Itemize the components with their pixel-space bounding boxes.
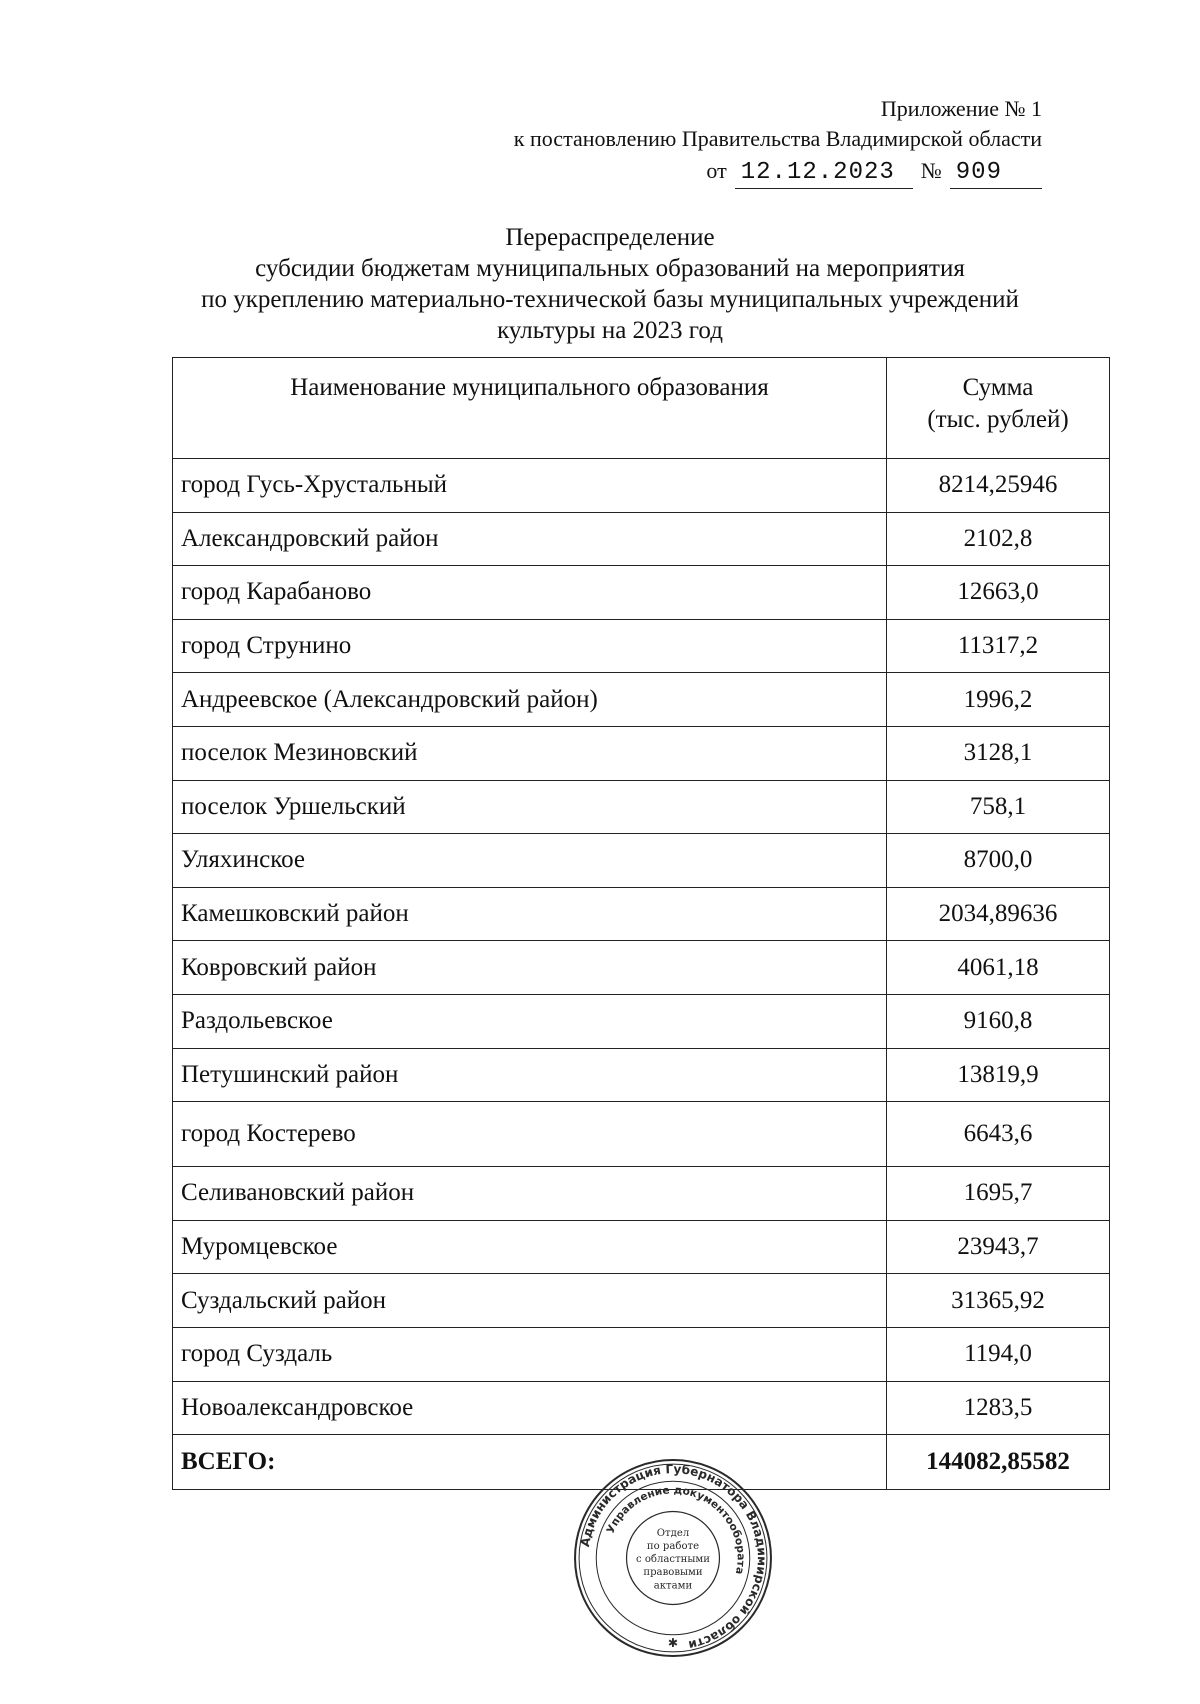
row-name: город Суздаль bbox=[173, 1327, 887, 1381]
row-amount: 6643,6 bbox=[887, 1102, 1110, 1167]
appendix-label: Приложение № 1 bbox=[880, 96, 1042, 121]
subsidy-table bbox=[172, 357, 1110, 1490]
seal-center-line-4: правовыми bbox=[643, 1567, 703, 1579]
table-row bbox=[173, 941, 1110, 995]
row-amount: 3128,1 bbox=[887, 726, 1110, 780]
row-name: Уляхинское bbox=[173, 834, 887, 888]
row-name: Новоалександровское bbox=[173, 1381, 887, 1435]
table-row bbox=[173, 1167, 1110, 1221]
table-row bbox=[173, 994, 1110, 1048]
row-amount: 1996,2 bbox=[887, 673, 1110, 727]
seal-star-icon: ✱ bbox=[667, 1635, 679, 1650]
resolution-label: к постановлению Правительства Владимирской области bbox=[513, 126, 1042, 151]
row-amount: 12663,0 bbox=[887, 566, 1110, 620]
row-amount: 11317,2 bbox=[887, 619, 1110, 673]
table-row bbox=[173, 1102, 1110, 1167]
table-row bbox=[173, 619, 1110, 673]
table-row bbox=[173, 459, 1110, 513]
total-label: ВСЕГО: bbox=[173, 1435, 887, 1490]
table-row bbox=[173, 512, 1110, 566]
row-name: город Карабаново bbox=[173, 566, 887, 620]
table-row bbox=[173, 834, 1110, 888]
resolution-number: 909 bbox=[950, 158, 1042, 189]
seal-center-line-2: по работе bbox=[646, 1540, 700, 1552]
document-title bbox=[150, 222, 1070, 346]
number-prefix: № bbox=[920, 158, 942, 183]
title-line-3: по укреплению материально-технической базы муниципальных учреждений bbox=[201, 286, 1019, 313]
row-amount: 1194,0 bbox=[887, 1327, 1110, 1381]
row-amount: 758,1 bbox=[887, 780, 1110, 834]
table-header-row bbox=[173, 358, 1110, 459]
seal-center-line-5: актами bbox=[653, 1580, 693, 1592]
row-name: Андреевское (Александровский район) bbox=[173, 673, 887, 727]
table-row bbox=[173, 887, 1110, 941]
appendix-header bbox=[514, 94, 1042, 189]
row-name: город Струнино bbox=[173, 619, 887, 673]
table-row bbox=[173, 1381, 1110, 1435]
row-amount: 13819,9 bbox=[887, 1048, 1110, 1102]
row-amount: 2034,89636 bbox=[887, 887, 1110, 941]
seal-inner-text: Управление документообората bbox=[604, 1484, 747, 1576]
table-row bbox=[173, 726, 1110, 780]
title-line-1: Перераспределение bbox=[505, 224, 715, 251]
seal-center-line-1: Отдел bbox=[656, 1527, 690, 1539]
row-name: Камешковский район bbox=[173, 887, 887, 941]
table-row bbox=[173, 1220, 1110, 1274]
row-amount: 1283,5 bbox=[887, 1381, 1110, 1435]
row-amount: 8700,0 bbox=[887, 834, 1110, 888]
row-name: город Гусь-Хрустальный bbox=[173, 459, 887, 513]
row-name: поселок Уршельский bbox=[173, 780, 887, 834]
total-amount: 144082,85582 bbox=[887, 1435, 1110, 1490]
table-row bbox=[173, 1274, 1110, 1328]
row-name: Ковровский район bbox=[173, 941, 887, 995]
row-amount: 31365,92 bbox=[887, 1274, 1110, 1328]
column-header-amount bbox=[887, 358, 1110, 459]
column-header-name: Наименование муниципального образования bbox=[173, 358, 887, 459]
row-amount: 2102,8 bbox=[887, 512, 1110, 566]
row-name: Раздольевское bbox=[173, 994, 887, 1048]
row-name: Суздальский район bbox=[173, 1274, 887, 1328]
column-header-amount-line1: Сумма bbox=[962, 374, 1034, 401]
title-line-4: культуры на 2023 год bbox=[497, 317, 723, 344]
table-row bbox=[173, 1048, 1110, 1102]
table-row bbox=[173, 1327, 1110, 1381]
row-name: Петушинский район bbox=[173, 1048, 887, 1102]
row-amount: 23943,7 bbox=[887, 1220, 1110, 1274]
row-name: город Костерево bbox=[173, 1102, 887, 1167]
resolution-date: 12.12.2023 bbox=[735, 158, 913, 189]
row-amount: 4061,18 bbox=[887, 941, 1110, 995]
table-row bbox=[173, 780, 1110, 834]
column-header-amount-line2: (тыс. рублей) bbox=[927, 406, 1069, 433]
seal-center-line-3: с областными bbox=[635, 1554, 711, 1566]
row-amount: 9160,8 bbox=[887, 994, 1110, 1048]
table-row bbox=[173, 566, 1110, 620]
row-amount: 8214,25946 bbox=[887, 459, 1110, 513]
date-prefix: от bbox=[706, 158, 727, 183]
row-name: Муромцевское bbox=[173, 1220, 887, 1274]
official-seal-stamp bbox=[572, 1457, 774, 1659]
row-name: Селивановский район bbox=[173, 1167, 887, 1221]
seal-outer-text: Администрация Губернатора Владимирской области bbox=[577, 1462, 769, 1653]
row-amount: 1695,7 bbox=[887, 1167, 1110, 1221]
date-number-line bbox=[514, 156, 1042, 189]
row-name: Александровский район bbox=[173, 512, 887, 566]
row-name: поселок Мезиновский bbox=[173, 726, 887, 780]
title-line-2: субсидии бюджетам муниципальных образований на мероприятия bbox=[255, 255, 965, 282]
table-row bbox=[173, 673, 1110, 727]
